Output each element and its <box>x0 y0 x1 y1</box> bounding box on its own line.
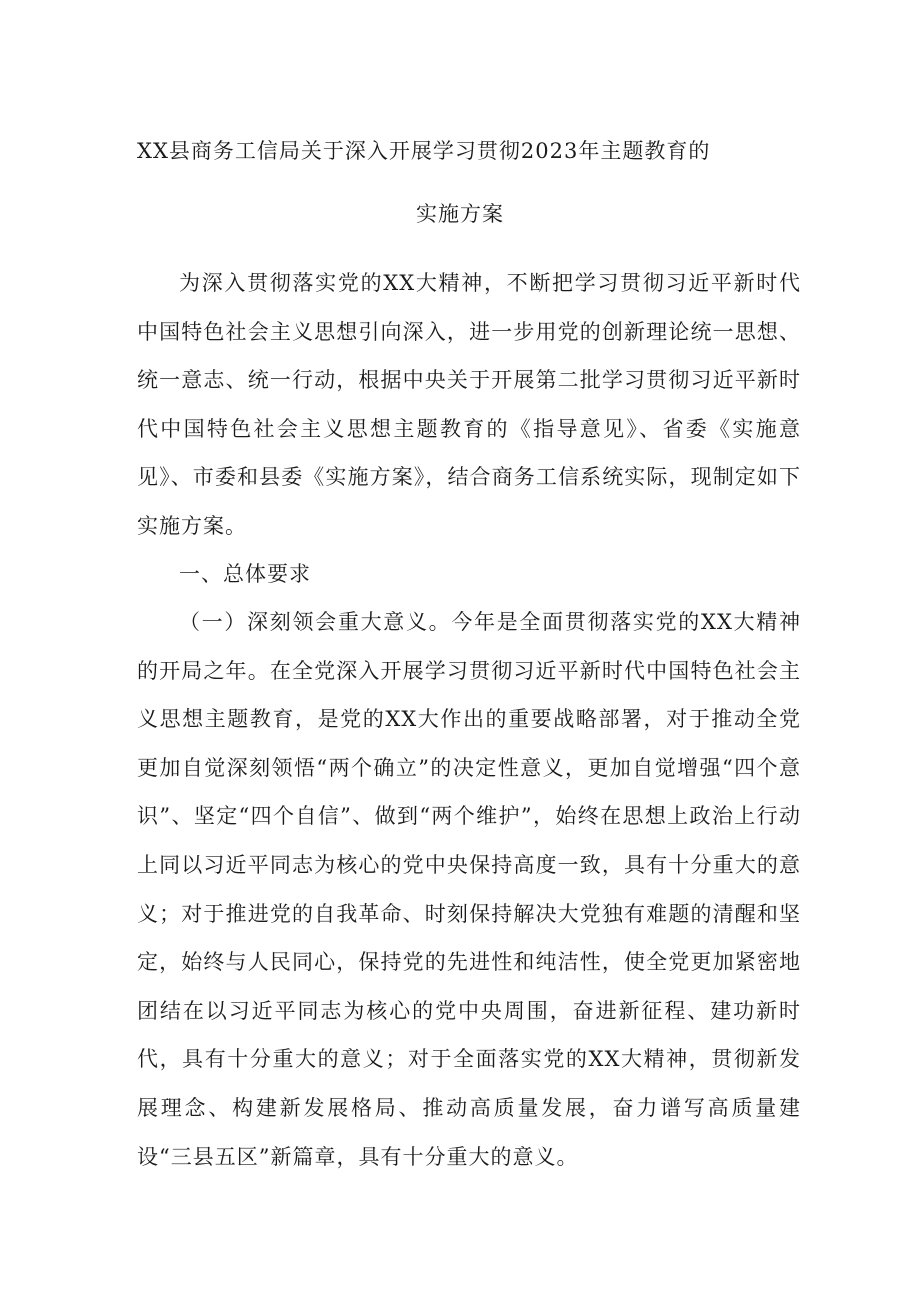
intro-paragraph: 为深入贯彻落实党的XX大精神，不断把学习贯彻习近平新时代中国特色社会主义思想引向深入，进一步用党的创新理论统一思想、统一意志、统一行动，根据中央关于开展第二批学习贯彻习近平新时代中国特色社会主义思想主题教育的《指导意见》、省委《实施意见》、市委和县委《实施方案》，结合商务工信系统实际，现制定如下实施方案。 <box>137 271 801 538</box>
document-title-line2: 实施方案 <box>416 202 504 226</box>
section-paragraph: （一）深刻领会重大意义。今年是全面贯彻落实党的XX大精神的开局之年。在全党深入开展学习贯彻习近平新时代中国特色社会主义思想主题教育，是党的XX大作出的重要战略部署，对于推动全党更加自觉深刻领悟“两个确立”的决定性意义，更加自觉增强“四个意识”、坚定“四个自信”、做到“两个维护”，始终在思想上政治上行动上同以习近平同志为核心的党中央保持高度一致，具有十分重大的意义；对于推进党的自我革命、时刻保持解决大党独有难题的清醒和坚定，始终与人民同心，保持党的先进性和纯洁性，使全党更加紧密地团结在以习近平同志为核心的党中央周围，奋进新征程、建功新时代，具有十分重大的意义；对于全面落实党的XX大精神，贯彻新发展理念、构建新发展格局、推动高质量发展，奋力谱写高质量建设“三县五区”新篇章，具有十分重大的意义。 <box>137 610 801 1169</box>
document-title-line1: XX县商务工信局关于深入开展学习贯彻2023年主题教育的 <box>137 139 711 163</box>
section-heading: 一、总体要求 <box>179 562 311 586</box>
